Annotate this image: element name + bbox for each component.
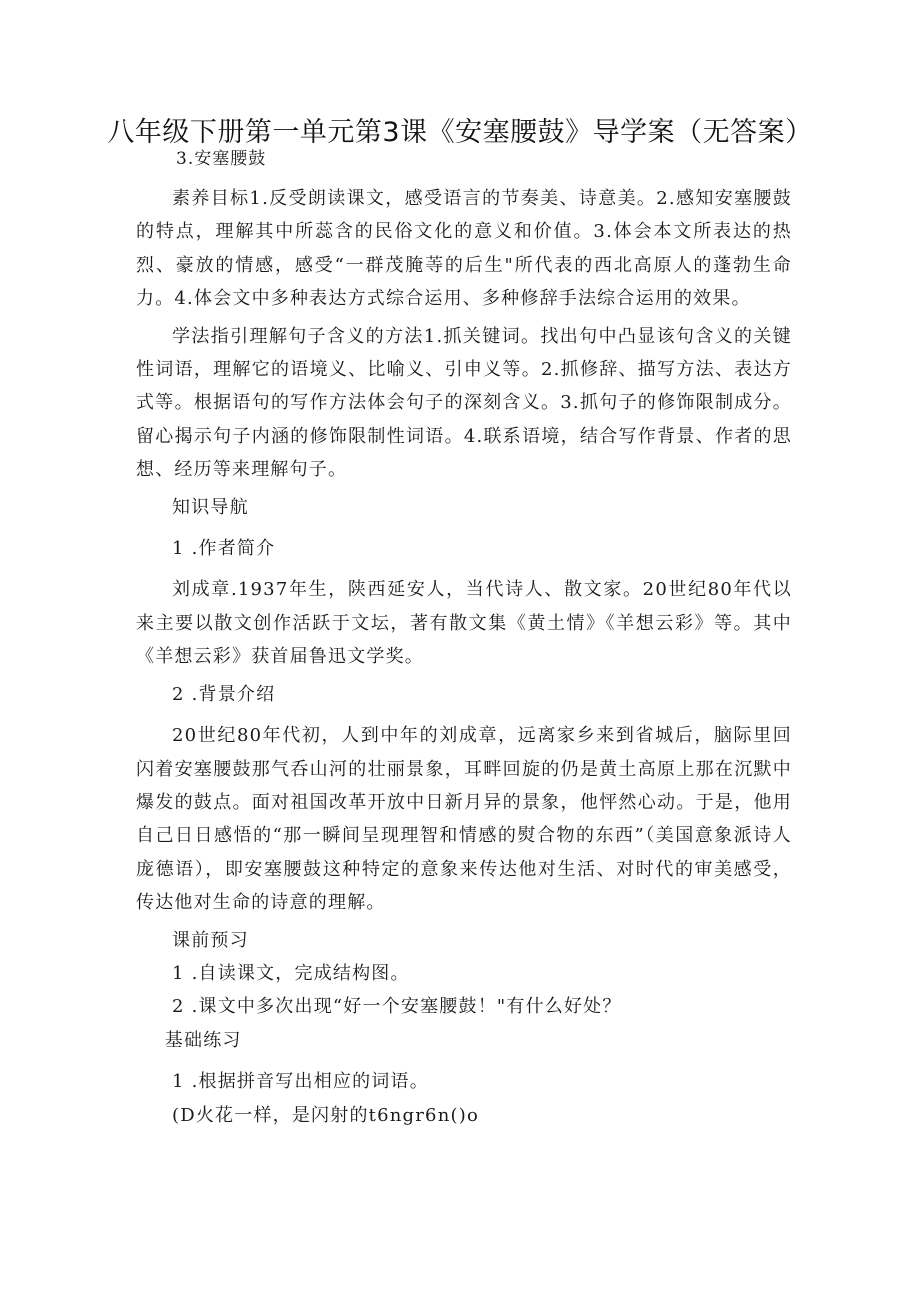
- background-paragraph: 20世纪80年代初，人到中年的刘成章，远离家乡来到省城后，脑际里回闪着安塞腰鼓那气呑山河的壮丽景象，耳畔回旋的仍是黄土高原上那在沉默中爆发的鼓点。面对祖国改革开放中日新月异的景象，他怦然心动。于是，他用自己日日感悟的“那一瞬间呈现理智和情感的熨合物的东西”（美国意象派诗人庞德语），即安塞腰鼓这种特定的意象来传达他对生活、对时代的审美感受，传达他对生命的诗意的理解。: [136, 725, 792, 914]
- preview-item-1: 1 .自读课文，完成结构图。: [172, 962, 410, 984]
- preview-item-2: 2 .课文中多次出现“好一个安塞腰鼓！"有什么好处？: [172, 996, 622, 1018]
- section-heading-background: 2 .背景介绍: [172, 683, 276, 705]
- section-heading-nav: 知识导航: [172, 496, 249, 518]
- goals-paragraph: 素养目标1.反受朗读课文，感受语言的节奏美、诗意美。2.感知安塞腰鼓的特点，理解其中所蕊含的民俗文化的意义和价值。3.体会本文所表达的热烈、豪放的情感，感受“一群茂腌䓁的后生"所代表的西北高原人的蓬勃生命力。4.体会文中多种表达方式综合运用、多种修辞手法综合运用的效果。: [136, 188, 792, 310]
- page-title: 八年级下册第一单元第3课《安塞腰鼓》导学案（无答案）: [107, 117, 813, 148]
- section-heading-preview: 课前预习: [172, 929, 249, 951]
- method-paragraph: 学法指引理解句子含义的方法1.抓关键词。找出句中凸显该句含义的关键性词语，理解它的语境义、比喻义、引申义等。2.抓修辞、描写方法、表达方式等。根据语句的写作方法体会句子的深刻含义。3.抓句子的修饰限制成分。留心揭示句子内涵的修饰限制性词语。4.联系语境，结合写作背景、作者的思想、经历等来理解句子。: [136, 325, 792, 481]
- document-body: [136, 182, 792, 1132]
- section-heading-basic: 基础练习: [164, 1029, 242, 1051]
- section-heading-author: 1 .作者简介: [172, 538, 276, 560]
- lesson-subtitle: 3.安塞腰鼓: [176, 149, 267, 169]
- author-paragraph: 刘成章.1937年生，陕西延安人，当代诗人、散文家。20世纪80年代以来主要以散文创作活跃于文坛，著有散文集《黄土情》《羊想云彩》等。其中《羊想云彩》获首届鲁迅文学奖。: [136, 579, 792, 668]
- basic-item-2: (D火花一样，是闪射的t6ngr6n()o: [172, 1104, 479, 1126]
- basic-item-1: 1 .根据拼音写出相应的词语。: [172, 1071, 429, 1093]
